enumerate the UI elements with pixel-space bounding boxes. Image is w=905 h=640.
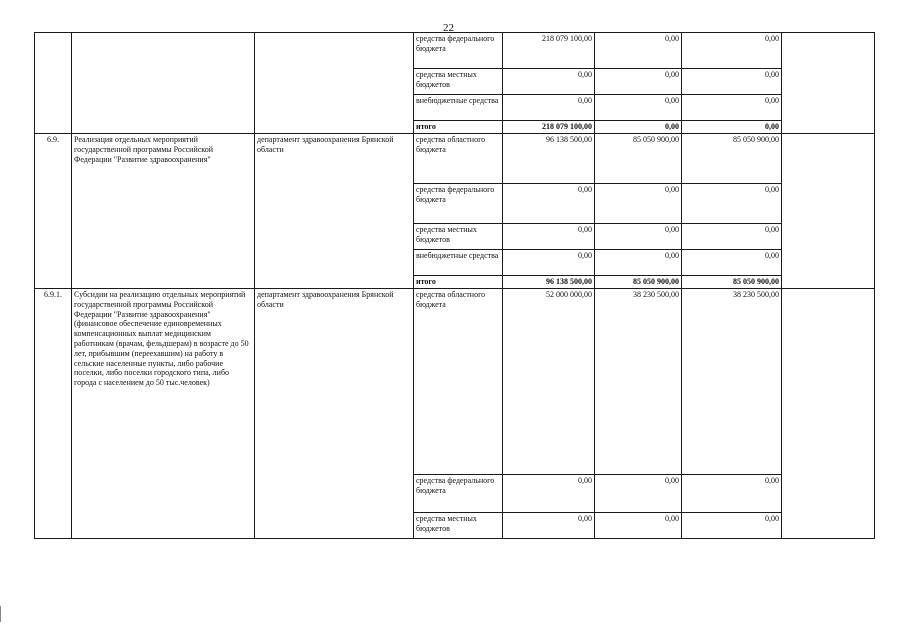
executor-cell — [255, 33, 414, 134]
source-cell: внебюджетные средства — [414, 250, 503, 276]
value-cell: 0,00 — [682, 250, 782, 276]
code-cell: 6.9.1. — [35, 289, 72, 539]
value-cell: 0,00 — [595, 69, 682, 95]
value-cell: 85 050 900,00 — [682, 134, 782, 184]
value-cell: 0,00 — [682, 184, 782, 224]
value-cell: 0,00 — [682, 121, 782, 134]
value-cell: 0,00 — [503, 224, 595, 250]
executor-cell: департамент здравоохранения Брянской области — [255, 289, 414, 539]
table-row — [35, 33, 875, 69]
source-cell: средства федерального бюджета — [414, 184, 503, 224]
value-cell: 0,00 — [595, 224, 682, 250]
value-cell: 0,00 — [595, 250, 682, 276]
source-cell: средства федерального бюджета — [414, 475, 503, 513]
value-cell: 52 000 000,00 — [503, 289, 595, 475]
value-cell: 0,00 — [682, 33, 782, 69]
table-row — [35, 289, 875, 475]
value-cell: 0,00 — [503, 95, 595, 121]
value-cell: 0,00 — [503, 513, 595, 539]
code-cell: 6.9. — [35, 134, 72, 289]
code-cell — [35, 33, 72, 134]
value-cell: 0,00 — [595, 33, 682, 69]
budget-table — [34, 32, 875, 539]
value-cell: 0,00 — [682, 475, 782, 513]
table-row — [35, 134, 875, 184]
value-cell: 0,00 — [595, 95, 682, 121]
source-cell: средства местных бюджетов — [414, 513, 503, 539]
value-cell: 0,00 — [595, 184, 682, 224]
source-cell: средства местных бюджетов — [414, 224, 503, 250]
name-cell: Реализация отдельных мероприятий государственной программы Российской Федерации "Развитие здравоохранения" — [72, 134, 255, 289]
value-cell: 218 079 100,00 — [503, 33, 595, 69]
source-cell: средства местных бюджетов — [414, 69, 503, 95]
source-cell: средства областного бюджета — [414, 134, 503, 184]
value-cell: 0,00 — [503, 184, 595, 224]
value-cell: 0,00 — [503, 69, 595, 95]
source-cell: внебюджетные средства — [414, 95, 503, 121]
empty-cell — [782, 289, 875, 539]
value-cell: 0,00 — [595, 513, 682, 539]
source-cell: итого — [414, 121, 503, 134]
empty-cell — [782, 134, 875, 289]
value-cell: 0,00 — [503, 250, 595, 276]
source-cell: средства областного бюджета — [414, 289, 503, 475]
value-cell: 96 138 500,00 — [503, 134, 595, 184]
name-cell: Субсидии на реализацию отдельных мероприятий государственной программы Российской Федерации "Развитие здравоохранения" (финансовое обеспечение единовременных компенсационных выплат медицинским работникам (врачам, фельдшерам) в возрасте до 50 лет, прибывшим (переехавшим) на работу в сельские населенные пункты, либо рабочие поселки, либо поселки городского типа, либо города с населением до 50 тыс.человек) — [72, 289, 255, 539]
executor-cell: департамент здравоохранения Брянской области — [255, 134, 414, 289]
source-cell: средства федерального бюджета — [414, 33, 503, 69]
value-cell: 38 230 500,00 — [682, 289, 782, 475]
source-cell: итого — [414, 276, 503, 289]
value-cell: 85 050 900,00 — [595, 276, 682, 289]
value-cell: 96 138 500,00 — [503, 276, 595, 289]
value-cell: 85 050 900,00 — [682, 276, 782, 289]
value-cell: 218 079 100,00 — [503, 121, 595, 134]
value-cell: 0,00 — [682, 95, 782, 121]
value-cell: 0,00 — [595, 475, 682, 513]
value-cell: 0,00 — [682, 69, 782, 95]
value-cell: 0,00 — [503, 475, 595, 513]
name-cell — [72, 33, 255, 134]
page-number: 22 — [443, 22, 454, 34]
value-cell: 0,00 — [682, 224, 782, 250]
value-cell: 0,00 — [682, 513, 782, 539]
value-cell: 85 050 900,00 — [595, 134, 682, 184]
value-cell: 0,00 — [595, 121, 682, 134]
scan-edge-mark — [0, 606, 1, 622]
empty-cell — [782, 33, 875, 134]
value-cell: 38 230 500,00 — [595, 289, 682, 475]
